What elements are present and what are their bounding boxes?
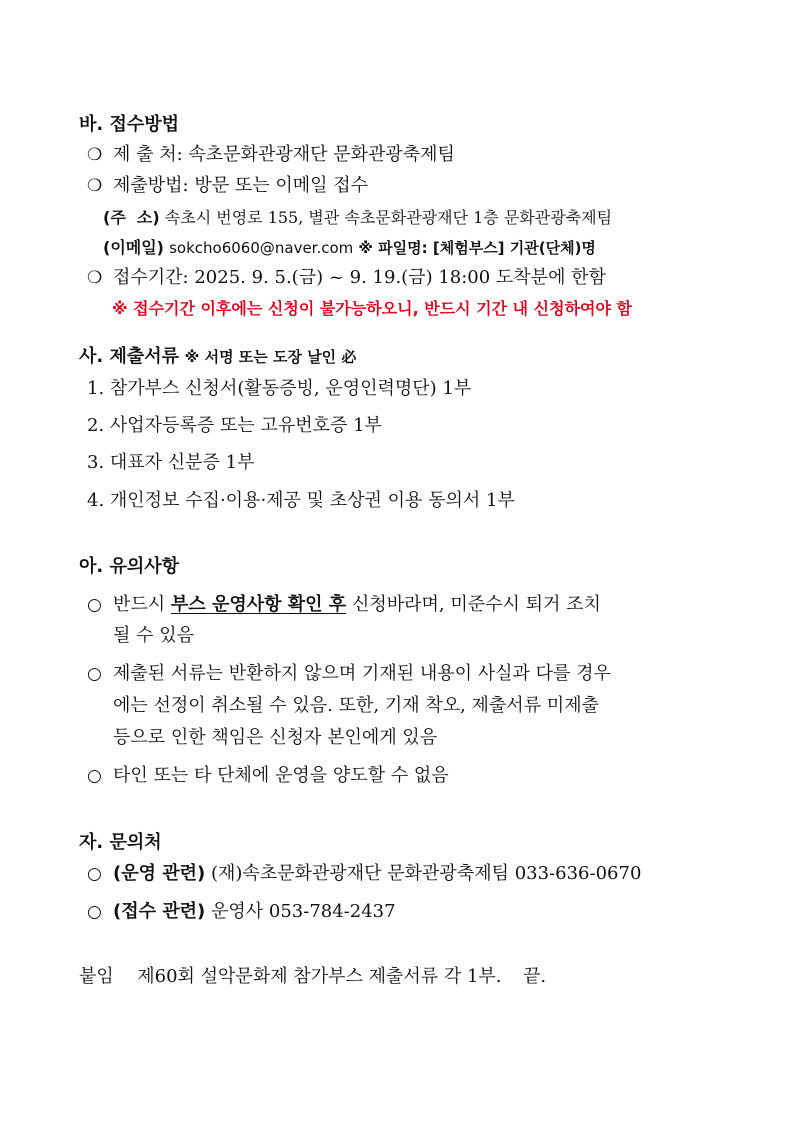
notice-item-1 xyxy=(87,593,601,617)
bullet-icon: ❍ xyxy=(87,268,103,288)
contact-1-label: (운영 관련) xyxy=(113,863,206,884)
attachment-label: 붙임 xyxy=(79,966,114,987)
document-item: 3. 대표자 신분증 1부 xyxy=(87,452,255,473)
email-label: (이메일) xyxy=(103,238,164,257)
email-value: sokcho6060@naver.com xyxy=(169,239,354,257)
section-heading-submission: 바. 접수방법 xyxy=(79,114,180,135)
bullet-icon: ○ xyxy=(87,766,102,786)
notice-2-line2: 에는 선정이 취소될 수 있음. 또한, 기재 착오, 제출서류 미제출 xyxy=(113,695,599,716)
period-label: 접수기간: xyxy=(113,267,189,288)
section-heading-documents: 사. 제출서류 xyxy=(79,346,180,367)
attachment-value: 제60회 설악문화제 참가부스 제출서류 각 1부. xyxy=(137,966,502,987)
contact-row-submission xyxy=(87,900,396,924)
filename-label: ※ 파일명: [체험부스] 기관(단체)명 xyxy=(358,239,596,257)
method-row xyxy=(87,174,368,198)
notice-2-line1: 제출된 서류는 반환하지 않으며 기재된 내용이 사실과 다를 경우 xyxy=(113,663,611,684)
period-warning: ※ 접수기간 이후에는 신청이 불가능하오니, 반드시 기간 내 신청하여야 함 xyxy=(112,299,632,318)
attachment-row xyxy=(79,965,546,989)
signature-note: ※ 서명 또는 도장 날인 必 xyxy=(184,348,357,366)
notice-1-line2: 될 수 있음 xyxy=(113,625,194,646)
contact-row-operation xyxy=(87,862,641,886)
document-item: 4. 개인정보 수집·이용·제공 및 초상권 이용 동의서 1부 xyxy=(87,490,515,511)
document-item: 2. 사업자등록증 또는 고유번호증 1부 xyxy=(87,415,382,436)
bullet-icon: ○ xyxy=(87,595,102,615)
bullet-icon: ❍ xyxy=(87,176,103,196)
method-label: 제출방법: xyxy=(113,175,189,196)
bullet-icon: ○ xyxy=(87,664,102,684)
bullet-icon: ○ xyxy=(87,902,102,922)
end-mark: 끝. xyxy=(523,966,547,987)
section-heading-notices: 아. 유의사항 xyxy=(79,556,180,577)
submit-to-value: 속초문화관광재단 문화관광축제팀 xyxy=(188,144,455,165)
documents-heading-row xyxy=(79,345,356,369)
period-row xyxy=(87,266,606,290)
notice-1-post: 신청바라며, 미준수시 퇴거 조치 xyxy=(351,594,601,615)
contact-2-label: (접수 관련) xyxy=(113,901,206,922)
email-row xyxy=(103,236,596,260)
contact-1-value: (재)속초문화관광재단 문화관광축제팀 033-636-0670 xyxy=(211,863,642,884)
address-label: (주 소) xyxy=(103,208,160,227)
notice-item-3 xyxy=(87,764,449,788)
method-value: 방문 또는 이메일 접수 xyxy=(194,175,369,196)
bullet-icon: ○ xyxy=(87,864,102,884)
contact-2-value: 운영사 053-784-2437 xyxy=(211,901,396,922)
notice-2-line3: 등으로 인한 책임은 신청자 본인에게 있음 xyxy=(113,727,438,748)
section-heading-contact: 자. 문의처 xyxy=(79,832,162,853)
address-value: 속초시 번영로 155, 별관 속초문화관광재단 1층 문화관광축제팀 xyxy=(164,208,613,227)
document-item: 1. 참가부스 신청서(활동증빙, 운영인력명단) 1부 xyxy=(87,378,472,399)
notice-item-2 xyxy=(87,662,611,686)
submit-to-row xyxy=(87,143,455,167)
submit-to-label: 제 출 처: xyxy=(113,144,183,165)
bullet-icon: ❍ xyxy=(87,145,103,165)
notice-3-text: 타인 또는 타 단체에 운영을 양도할 수 없음 xyxy=(113,765,449,786)
address-row xyxy=(103,206,612,230)
notice-1-emphasis: 부스 운영사항 확인 후 xyxy=(170,594,347,615)
period-value: 2025. 9. 5.(금) ~ 9. 19.(금) 18:00 도착분에 한함 xyxy=(194,267,606,288)
notice-1-pre: 반드시 xyxy=(113,594,166,615)
